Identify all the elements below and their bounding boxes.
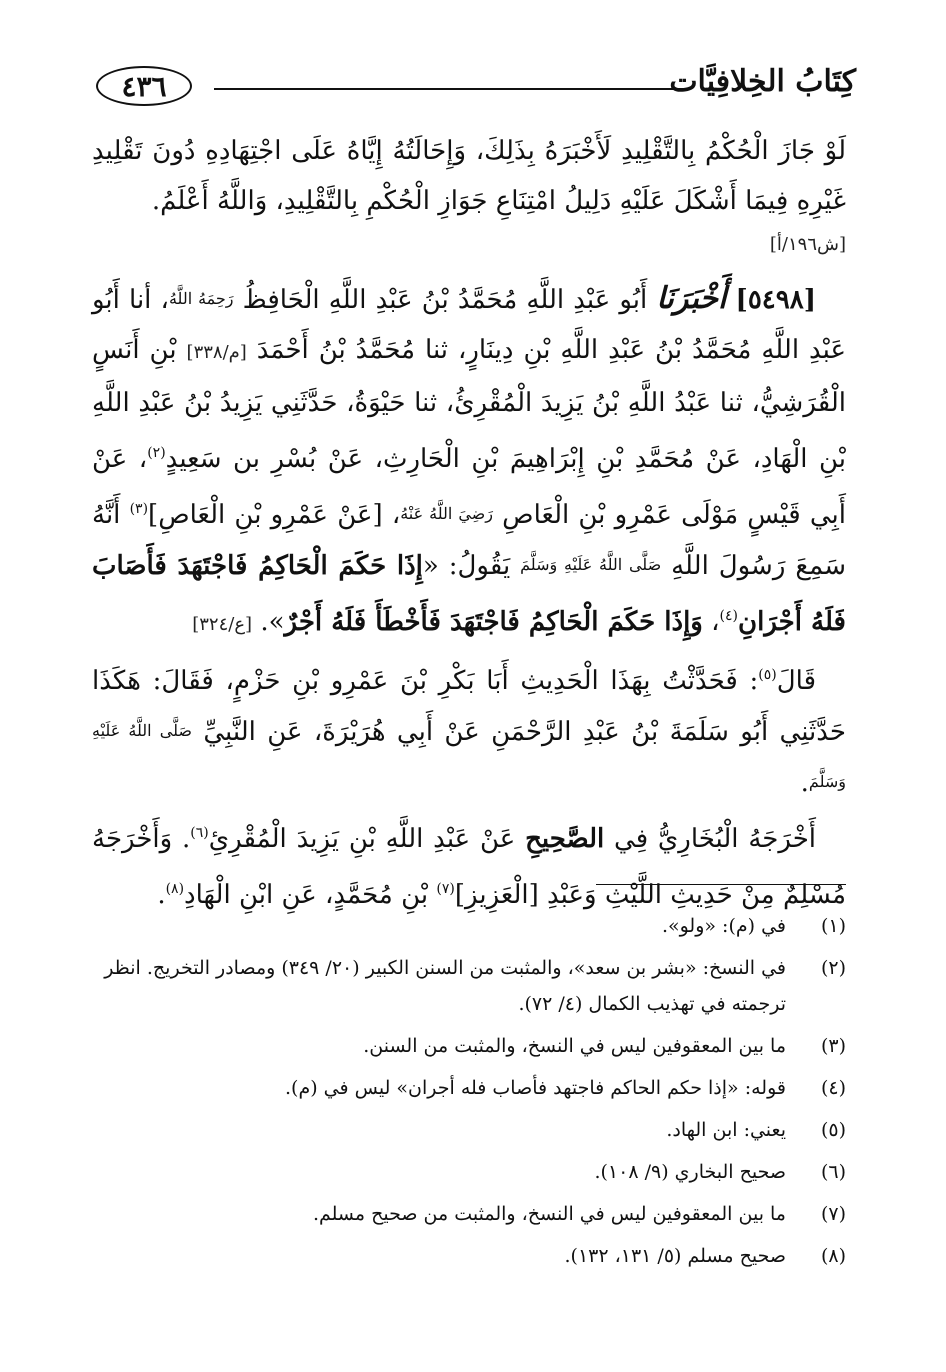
honorific-ligature: رَضِيَ اللَّهُ عَنْهُ	[400, 504, 493, 523]
text-run: أَنَّهُ سَمِعَ رَسُولَ اللَّهِ	[92, 500, 846, 581]
text-run: بْنِ مُحَمَّدٍ، عَنِ ابْنِ الْهَادِ	[184, 880, 437, 910]
takhrij-paragraph	[92, 808, 846, 920]
text-run: عَنْ عَبْدِ اللَّهِ بْنِ يَزِيدَ الْمُقْرِئِ	[208, 824, 526, 854]
honorific-ligature: صَلَّى اللَّهُ عَلَيْهِ وَسَلَّمَ	[520, 555, 662, 574]
page-number-badge: ٤٣٦	[96, 66, 192, 106]
footnote-item	[96, 1070, 846, 1106]
footnote-number: (٦)	[820, 1161, 846, 1183]
text-run: قَالَ	[776, 666, 816, 696]
footnote-item	[96, 1028, 846, 1064]
hadith-text-bold: وَإِذَا حَكَمَ الْحَاكِمُ فَاجْتَهَدَ فَأَخْطَأَ فَلَهُ أَجْرٌ	[284, 607, 703, 637]
hadith-paragraph	[92, 274, 846, 650]
manuscript-folio-marker: [ش١٩٦/أ]	[769, 234, 846, 255]
footnote-text: في (م): «ولو».	[661, 915, 786, 937]
lead-word: أَخْبَرَنَا	[656, 281, 727, 316]
honorific-ligature: رَحِمَهُ اللَّهُ	[168, 289, 234, 308]
text-run: : فَحَدَّثْتُ بِهَذَا الْحَدِيثِ أَبَا بَكْرِ بْنَ عَمْرِو بْنِ حَزْمٍ، فَقَالَ: هَكَذَا حَدَّثَنِي أَبُو سَلَمَةَ بْنُ عَبْدِ الرَّحْمَنِ عَنْ أَبِي هُرَيْرَةَ، عَنِ النَّبِيِّ	[92, 666, 847, 747]
footnote-number: (٢)	[820, 957, 846, 979]
footnote-reference[interactable]: (٦)	[190, 825, 209, 841]
footnote-text: ما بين المعقوفين ليس في النسخ، والمثبت من صحيح مسلم.	[312, 1203, 786, 1225]
footnote-item	[96, 908, 846, 944]
paragraph-continuation	[92, 126, 846, 226]
text-run: لَوْ جَازَ الْحُكْمُ بِالتَّقْلِيدِ لَأَخْبَرَهُ بِذَلِكَ، وَإِحَالَتُهُ إِيَّاهُ عَلَى اجْتِهَادِهِ دُونَ تَقْلِيدِ غَيْرِهِ فِيمَا أَشْكَلَ عَلَيْهِ دَلِيلُ امْتِنَاعِ جَوَازِ الْحُكْمِ بِالتَّقْلِيدِ، وَاللَّهُ أَعْلَمُ.	[92, 136, 846, 216]
text-run: .	[157, 880, 166, 910]
text-run: ، عَنْ أَبِي قَيْسٍ مَوْلَى عَمْرِو بْنِ الْعَاصِ	[92, 444, 847, 530]
text-run: ، [عَنْ عَمْرِو بْنِ الْعَاصِ]	[148, 500, 401, 530]
footnote-number: (٤)	[820, 1077, 846, 1099]
footnote-text: صحيح مسلم (٥/ ١٣١، ١٣٢).	[564, 1245, 786, 1267]
footnote-number: (٥)	[820, 1119, 846, 1141]
footnote-separator	[596, 884, 846, 885]
book-name-bold: الصَّحِيحِ	[525, 824, 605, 854]
manuscript-folio-marker: [ع/٣٢٤]	[192, 614, 253, 635]
manuscript-folio-marker: [م/٣٣٨]	[186, 342, 247, 363]
footnote-text: يعني: ابن الهاد.	[666, 1119, 786, 1141]
footnote-reference[interactable]: (٤)	[719, 608, 738, 624]
footnote-number: (١)	[820, 915, 846, 937]
footnote-text: ما بين المعقوفين ليس في النسخ، والمثبت من السنن.	[363, 1035, 786, 1057]
text-run: أَبُو عَبْدِ اللَّهِ مُحَمَّدُ بْنُ عَبْدِ اللَّهِ الْحَافِظُ	[242, 285, 648, 315]
hadith-text-bold: إِذَا حَكَمَ الْحَاكِمُ فَاجْتَهَدَ فَأَصَابَ فَلَهُ أَجْرَانِ	[92, 551, 846, 637]
footnote-reference[interactable]: (٥)	[758, 667, 777, 683]
footnote-text: في النسخ: «بشر بن سعد»، والمثبت من السنن الكبير (٢٠/ ٣٤٩) ومصادر التخريج. انظر ترجمته في تهذيب الكمال (٤/ ٧٢).	[104, 957, 786, 1015]
footnote-reference[interactable]: (٧)	[436, 881, 455, 897]
manuscript-folio-line	[92, 230, 846, 260]
page-header	[96, 60, 856, 120]
footnote-number: (٧)	[820, 1203, 846, 1225]
text-run: ».	[260, 607, 285, 637]
text-run: أَخْرَجَهُ الْبُخَارِيُّ فِي	[604, 824, 816, 854]
footnote-item	[96, 1154, 846, 1190]
footnote-reference[interactable]: (٢)	[147, 445, 166, 461]
hadith-number: [٥٤٩٨]	[735, 285, 817, 315]
header-rule	[214, 88, 688, 90]
footnote-item	[96, 950, 846, 1022]
footnote-item	[96, 1238, 846, 1274]
footnote-reference[interactable]: (٨)	[165, 881, 185, 897]
footnote-reference[interactable]: (٣)	[129, 501, 149, 517]
qala-paragraph	[92, 650, 846, 808]
text-run: ، أنا أَبُو عَبْدِ اللَّهِ مُحَمَّدُ بْنُ عَبْدِ اللَّهِ بْنِ دِينَارٍ، ثنا مُحَمَّدُ بْنُ أَحْمَدَ	[92, 285, 846, 365]
text-run: .	[800, 768, 809, 798]
footnote-text: قوله: «إذا حكم الحاكم فاجتهد فأصاب فله أجران» ليس في (م).	[285, 1077, 786, 1099]
footnote-item	[96, 1196, 846, 1232]
book-title: كِتَابُ الخِلافِيَّات	[669, 64, 856, 99]
text-run: يَقُولُ: «	[422, 551, 521, 581]
footnote-number: (٨)	[820, 1245, 846, 1267]
text-run: . وَأَخْرَجَهُ مُسْلِمٌ مِنْ حَدِيثِ اللَّيْثِ وَعَبْدِ [الْعَزِيزِ]	[92, 824, 846, 910]
text-run: ،	[702, 607, 720, 637]
honorific-ligature: صَلَّى اللَّهُ عَلَيْهِ وَسَلَّمَ	[92, 721, 846, 791]
footnote-text: صحيح البخاري (٩/ ١٠٨).	[594, 1161, 786, 1183]
main-text	[92, 126, 846, 920]
text-run: بْنِ أَنَسٍ الْقُرَشِيُّ، ثنا عَبْدُ اللَّهِ بْنُ يَزِيدَ الْمُقْرِئُ، ثنا حَيْوَةُ، حَدَّثَنِي يَزِيدُ بْنُ عَبْدِ اللَّهِ بْنِ الْهَادِ، عَنْ مُحَمَّدِ بْنِ إِبْرَاهِيمَ بْنِ الْحَارِثِ، عَنْ بُسْرِ بن سَعِيدٍ	[92, 335, 847, 474]
footnote-number: (٣)	[820, 1035, 846, 1057]
footnote-item	[96, 1112, 846, 1148]
footnotes	[96, 908, 846, 1280]
